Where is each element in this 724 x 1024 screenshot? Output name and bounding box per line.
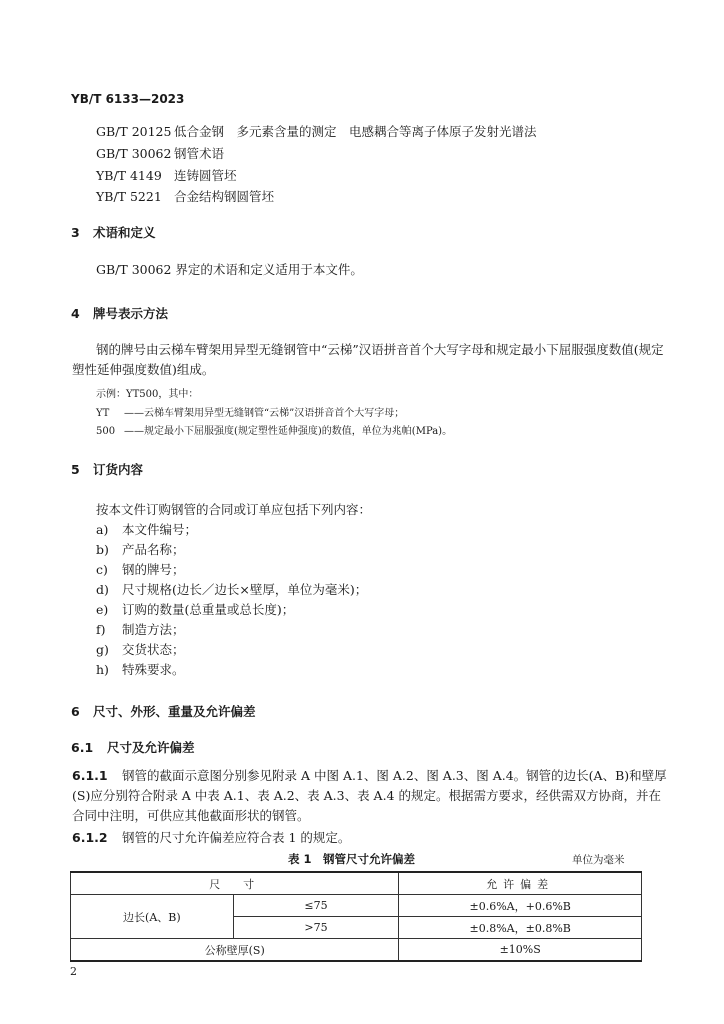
header-tolerance: 允许偏差 [399, 872, 642, 895]
table-unit-label: 单位为毫米 [572, 854, 625, 866]
section-5-intro: 按本文件订购钢管的合同或订单应包括下列内容： [96, 502, 372, 517]
list-item: d) 尺寸规格(边长／边长×壁厚，单位为毫米)； [96, 582, 368, 597]
section-3-heading: 3 术语和定义 [71, 225, 156, 240]
subsection-6-1-heading: 6.1 尺寸及允许偏差 [71, 740, 195, 755]
list-item: f) 制造方法； [96, 622, 185, 637]
example-line: YT ——云梯车臂架用异型无缝钢管“云梯”汉语拼音首个大写字母； [96, 408, 405, 419]
table-row [71, 895, 642, 917]
reference-item: GB/T 30062 钢管术语 [96, 146, 225, 161]
section-4-body: 钢的牌号由云梯车臂架用异型无缝钢管中“云梯”汉语拼音首个大写字母和规定最小下屈服强度数值(规定塑性延伸强度数值)组成。 [72, 342, 664, 377]
list-item: a) 本文件编号； [96, 522, 198, 537]
tolerance-cell: ±0.6%A，+0.6%B [399, 895, 642, 917]
list-item: g) 交货状态； [96, 642, 185, 657]
dimension-tolerance-table [70, 871, 642, 962]
clause-6-1-1: 6.1.1 钢管的截面示意图分别参见附录 A 中图 A.1、图 A.2、图 A.3、图 A.4。钢管的边长(A、B)和壁厚(S)应分别符合附录 A 中表 A.1、表 A.2、表 A.3、表 A.4 的规定。根据需方要求，经供需双方协商，并在合同中注明，可供应其他截面形状的钢管。 [72, 768, 667, 823]
wall-thickness-label: 公称壁厚(S) [71, 939, 399, 962]
section-5-heading: 5 订货内容 [71, 462, 144, 477]
list-item: e) 订购的数量(总重量或总长度)； [96, 602, 295, 617]
example-line: 500 ——规定最小下屈服强度(规定塑性延伸强度)的数值，单位为兆帕(MPa)。 [96, 426, 453, 437]
header-size: 尺 寸 [71, 872, 399, 895]
row-group-side-length: 边长(A、B) [71, 895, 234, 939]
list-item: h) 特殊要求。 [96, 662, 185, 677]
standard-code-header: YB/T 6133—2023 [71, 92, 185, 106]
table-header-row [71, 872, 642, 895]
condition-cell: >75 [233, 917, 399, 939]
clause-6-1-2: 6.1.2 钢管的尺寸允许偏差应符合表 1 的规定。 [72, 830, 351, 845]
list-item: b) 产品名称； [96, 542, 185, 557]
table-caption: 表 1 钢管尺寸允许偏差 [288, 852, 416, 866]
condition-cell: ≤75 [233, 895, 399, 917]
section-3-body: GB/T 30062 界定的术语和定义适用于本文件。 [96, 262, 363, 277]
page-number: 2 [70, 965, 77, 978]
reference-item: YB/T 5221 合金结构钢圆管坯 [96, 189, 275, 204]
example-intro: 示例：YT500，其中： [96, 389, 199, 400]
wall-thickness-tolerance: ±10%S [399, 939, 642, 962]
section-6-heading: 6 尺寸、外形、重量及允许偏差 [71, 704, 256, 719]
reference-item: YB/T 4149 连铸圆管坯 [96, 168, 237, 183]
tolerance-cell: ±0.8%A，±0.8%B [399, 917, 642, 939]
table-row [71, 939, 642, 962]
reference-item: GB/T 20125 低合金钢 多元素含量的测定 电感耦合等离子体原子发射光谱法 [96, 124, 537, 139]
list-item: c) 钢的牌号； [96, 562, 185, 577]
section-4-heading: 4 牌号表示方法 [71, 306, 169, 321]
